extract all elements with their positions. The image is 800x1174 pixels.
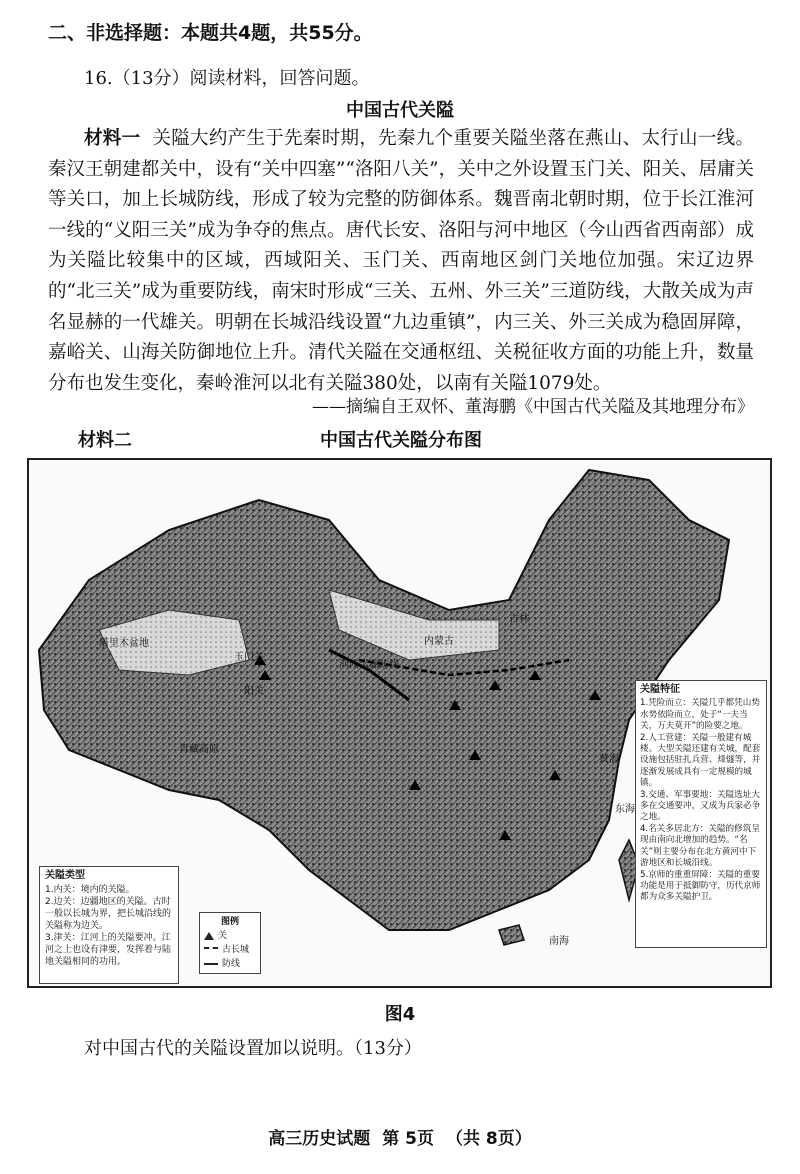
map-label-tarim: 塔里木盆地 <box>99 638 149 649</box>
china-pass-map <box>27 458 772 988</box>
hainan-island <box>499 925 524 945</box>
map-label-inner-mongolia: 内蒙古 <box>424 636 454 647</box>
footer-course: 高三历史试题 <box>268 1129 371 1149</box>
pass-feature-item: 4.名关多居北方：关隘的修筑呈现由南向北增加的趋势。“名关”则主要分布在北方黄河中下游地区和长城沿线。 <box>640 823 760 869</box>
map-label-qinghai-tibet: 青藏高原 <box>179 744 219 755</box>
symbol-label: 关 <box>218 931 228 941</box>
figure-caption: 图4 <box>384 1004 416 1025</box>
question-task: 对中国古代的关隘设置加以说明。（13分） <box>84 1038 422 1059</box>
great-wall-symbol-icon <box>204 947 218 953</box>
pass-types-title: 关隘类型 <box>45 870 85 881</box>
pass-symbol-icon <box>204 932 214 940</box>
map-title: 中国古代关隘分布图 <box>320 430 482 451</box>
pass-type-item: 3.津关：江河上的关隘要冲。江河之上也设有津要，发挥着与陆地关隘相同的功用。 <box>45 933 172 967</box>
question-intro: 16.（13分）阅读材料，回答问题。 <box>84 68 370 89</box>
pass-features-title: 关隘特征 <box>640 684 680 695</box>
footer-total: （共 8页） <box>446 1129 532 1149</box>
section-heading: 二、非选择题：本题共4题，共55分。 <box>48 22 373 44</box>
map-label-hexi: 河西走廊防线 <box>339 660 399 671</box>
material-two-label: 材料二 <box>78 430 132 451</box>
symbol-legend <box>199 912 261 974</box>
pass-type-item: 1.内关：境内的关隘。 <box>45 885 135 895</box>
map-label-jilin: 吉林 <box>509 614 529 625</box>
footer-page: 第 5页 <box>382 1129 434 1149</box>
material-one-text: 关隘大约产生于先秦时期，先秦九个重要关隘坐落在燕山、太行山一线。秦汉王朝建都关中，设有“关中四塞”“洛阳八关”，关中之外设置玉门关、阳关、居庸关等关口，加上长城防线，形成了较为完整的防御体系。魏晋南北朝时期，位于长江淮河一线的“义阳三关”成为争夺的焦点。唐代长安、洛阳与河中地区（今山西省西南部）成为关隘比较集中的区域，西域阳关、玉门关、西南地区剑门关地位加强。宋辽边界的“北三关”成为重要防线，南宋时形成“三关、五州、外三关”三道防线，大散关成为声名显赫的一代雄关。明朝在长城沿线设置“九边重镇”，内三关、外三关成为稳固屏障，嘉峪关、山海关防御地位上升。清代关隘在交通枢纽、关税征收方面的功能上升，数量分布也发生变化，秦岭淮河以北有关隘380处，以南有关隘1079处。 <box>48 128 754 394</box>
pass-feature-item: 1.凭险而立：关隘几乎都凭山势水势依险而立，处于“一夫当关，万夫莫开”的险要之地。 <box>640 698 760 732</box>
symbol-label: 古长城 <box>222 945 250 955</box>
map-label-yellow-sea: 黄海 <box>599 754 619 765</box>
pass-features-legend <box>635 680 767 948</box>
source-citation: ——摘编自王双怀、董海鹏《中国古代关隘及其地理分布》 <box>312 397 754 417</box>
material-one <box>48 124 754 399</box>
pass-feature-item: 2.人工营建：关隘一般建有城楼。大型关隘还建有关城，配套设施包括驻扎兵营、烽燧等，并逐渐发展成具有一定规模的城镇。 <box>640 732 761 789</box>
map-label-yangguan: 阳关 <box>244 686 264 697</box>
pass-feature-item: 5.京师的重重屏障：关隘的重要功能是用于抵御防守，历代京师都为众多关隘护卫。 <box>640 869 761 903</box>
pass-types-legend <box>39 866 179 984</box>
symbol-label: 防线 <box>222 959 241 969</box>
material-one-label: 材料一 <box>84 128 141 149</box>
defense-line-symbol-icon <box>204 963 218 965</box>
map-label-east-sea: 东海 <box>615 804 635 815</box>
symbol-legend-title: 图例 <box>220 917 239 927</box>
page-footer <box>0 1124 800 1149</box>
article-title: 中国古代关隘 <box>346 100 454 121</box>
map-label-yumen: 玉门关 <box>234 652 264 663</box>
pass-type-item: 2.边关：边疆地区的关隘。古时一般以长城为界，把长城沿线的关隘称为边关。 <box>45 897 172 931</box>
map-label-south-sea: 南海 <box>549 936 569 947</box>
pass-feature-item: 3.交通、军事要地：关隘选址大多在交通要冲，又成为兵家必争之地。 <box>640 789 761 823</box>
